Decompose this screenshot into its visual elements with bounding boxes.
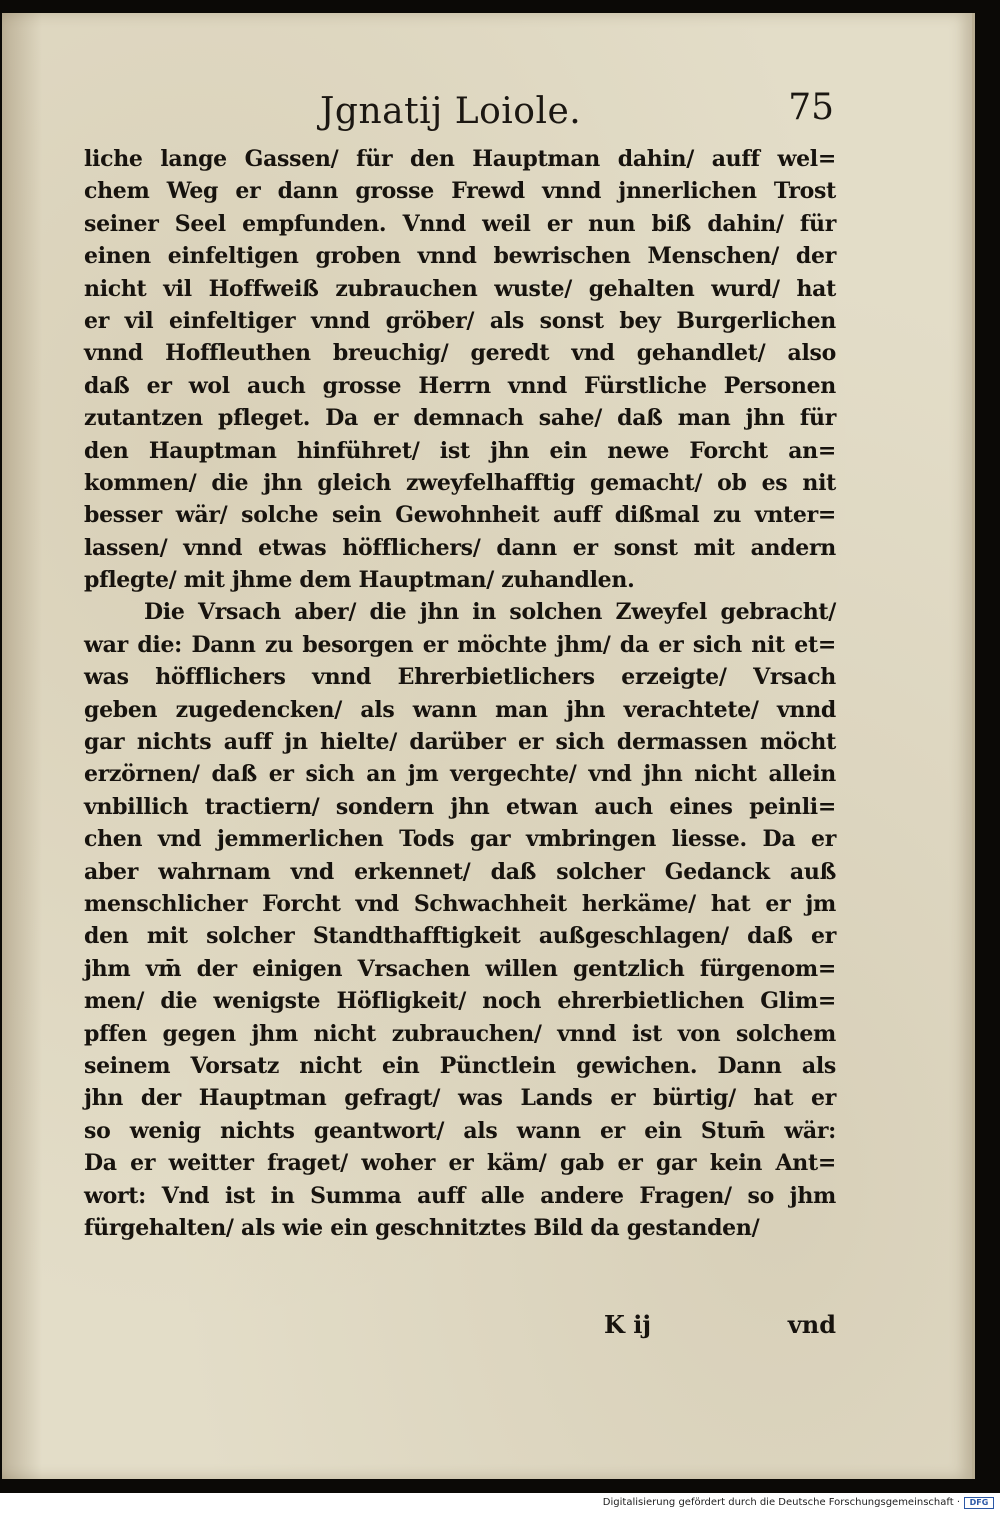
text-line: jhn der Hauptman gefragt/ was Lands er bürtig/ hat er: [84, 1085, 836, 1112]
text-line: vnnd Hoffleuthen breuchig/ geredt vnd gehandlet/ also: [84, 340, 836, 367]
text-line: seinem Vorsatz nicht ein Pünctlein gewichen. Dann als: [84, 1052, 836, 1079]
text-line: chem Weg er dann grosse Frewd vnnd jnnerlichen Trost: [84, 178, 836, 205]
text-line: aber wahrnam vnd erkennet/ daß solcher Gedanck auß: [84, 858, 836, 885]
text-line: gar nichts auff jn hielte/ darüber er sich dermassen möcht: [84, 729, 836, 756]
text-line: zutantzen pfleget. Da er demnach sahe/ daß man jhn für: [84, 405, 836, 432]
funding-credit: Digitalisierung gefördert durch die Deutsche Forschungsgemeinschaft ·: [602, 1497, 960, 1508]
text-line: menschlicher Forcht vnd Schwachheit herkäme/ hat er jm: [84, 890, 836, 917]
text-line: jhm vm̄ der einigen Vrsachen willen gentzlich fürgenom=: [84, 955, 836, 982]
catchword: vnd: [787, 1310, 836, 1339]
page-number: 75: [788, 87, 834, 128]
page-header: [312, 83, 852, 143]
text-line: besser wär/ solche sein Gewohnheit auff dißmal zu vnter=: [84, 502, 836, 529]
text-line: war die: Dann zu besorgen er möchte jhm/ da er sich nit et=: [84, 631, 836, 658]
text-line: daß er wol auch grosse Herrn vnnd Fürstliche Personen: [84, 372, 836, 399]
text-line: kommen/ die jhn gleich zweyfelhafftig gemacht/ ob es nit: [84, 469, 836, 496]
body-text: [84, 143, 836, 1244]
text-line: geben zugedencken/ als wann man jhn verachtete/ vnnd: [84, 696, 836, 723]
text-line: men/ die wenigste Höfligkeit/ noch ehrerbietlichen Glim=: [84, 988, 836, 1015]
text-line: einen einfeltigen groben vnnd bewrischen Menschen/ der: [84, 243, 836, 270]
text-line: so wenig nichts geantwort/ als wann er ein Stum̄ wär:: [84, 1117, 836, 1144]
text-line: erzörnen/ daß er sich an jm vergechte/ vnd jhn nicht allein: [84, 761, 836, 788]
running-title: Jgnatij Loiole.: [320, 91, 582, 132]
text-line: Da er weitter fraget/ woher er käm/ gab er gar kein Ant=: [84, 1150, 836, 1177]
dfg-logo: DFG: [964, 1497, 994, 1509]
text-line: nicht vil Hoffweiß zubrauchen wuste/ gehalten wurd/ hat: [84, 275, 836, 302]
text-line: fürgehalten/ als wie ein geschnitztes Bild da gestanden/: [84, 1214, 760, 1241]
text-line: er vil einfeltiger vnnd gröber/ als sonst bey Burgerlichen: [84, 307, 836, 334]
text-line: den Hauptman hinführet/ ist jhn ein newe Forcht an=: [84, 437, 836, 464]
text-line: pflegte/ mit jhme dem Hauptman/ zuhandlen.: [84, 567, 635, 594]
catch-line: [84, 1310, 836, 1344]
text-line: den mit solcher Standthafftigkeit außgeschlagen/ daß er: [84, 923, 836, 950]
text-line: Die Vrsach aber/ die jhn in solchen Zweyfel gebracht/: [144, 599, 836, 626]
text-line: lassen/ vnnd etwas höfflichers/ dann er sonst mit andern: [84, 534, 836, 561]
signature-mark: K ij: [604, 1310, 652, 1339]
text-line: vnbillich tractiern/ sondern jhn etwan auch eines peinli=: [84, 793, 836, 820]
text-line: wort: Vnd ist in Summa auff alle andere Fragen/ so jhm: [84, 1182, 836, 1209]
book-page: [2, 13, 975, 1479]
text-line: was höfflichers vnnd Ehrerbietlichers erzeigte/ Vrsach: [84, 664, 836, 691]
text-line: seiner Seel empfunden. Vnnd weil er nun biß dahin/ für: [84, 210, 836, 237]
text-line: chen vnd jemmerlichen Tods gar vmbringen liesse. Da er: [84, 826, 836, 853]
text-line: pffen gegen jhm nicht zubrauchen/ vnnd ist von solchem: [84, 1020, 836, 1047]
text-line: liche lange Gassen/ für den Hauptman dahin/ auff wel=: [84, 146, 836, 172]
credit-bar: [0, 1493, 1000, 1515]
